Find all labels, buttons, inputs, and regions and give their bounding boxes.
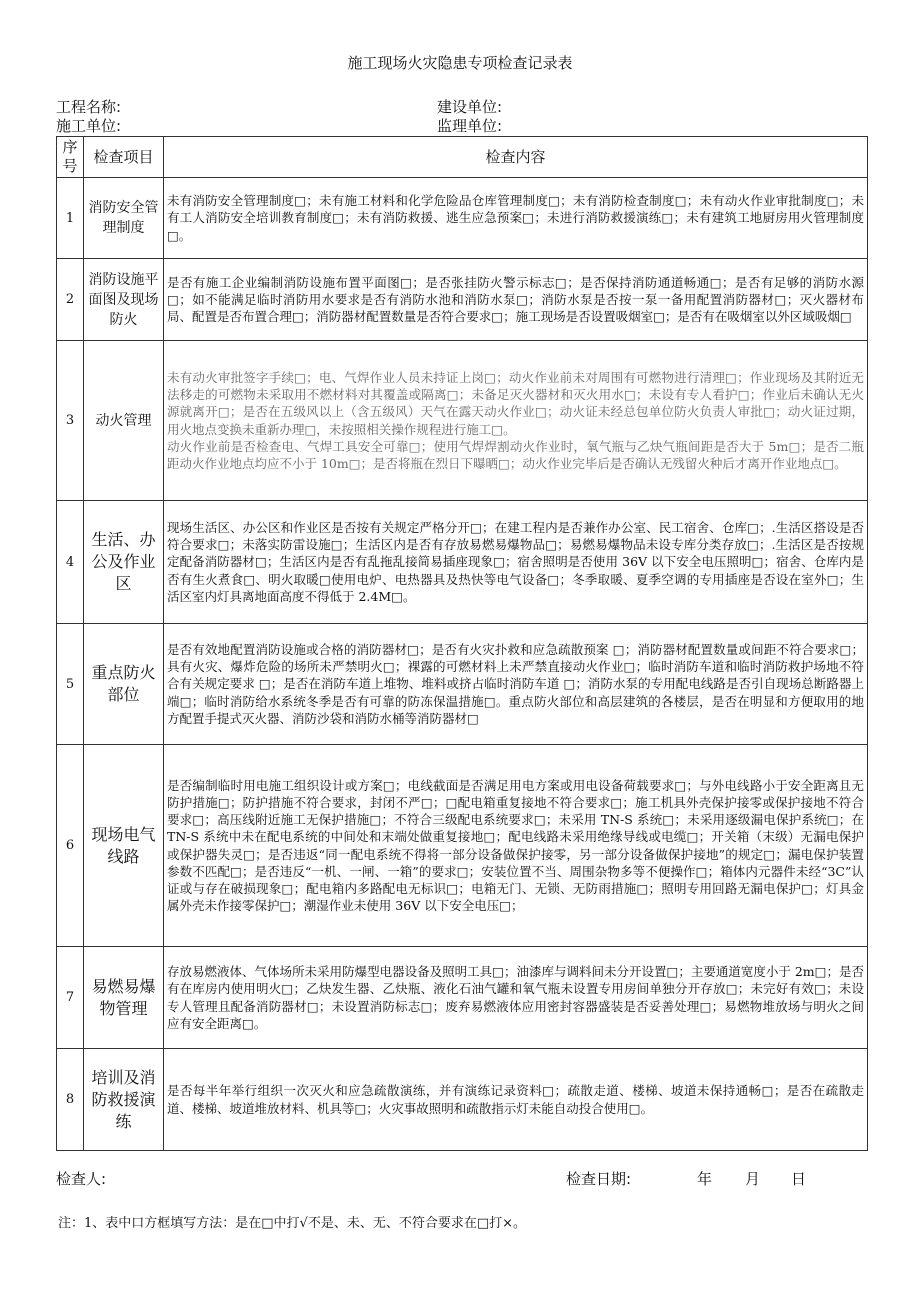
row-content: 是否有效地配置消防设施或合格的消防器材□；是否有火灾扑救和应急疏散预案 □；消防器材配置数量或间距不符合要求□；具有火灾、爆炸危险的场所未严禁明火□；裸露的可燃材料上未严禁直接动火作业□；临时消防车道和临时消防救护场地不符合有关规定要求 □；是否在消防车道上堆物、堆料或挤占临时消防车道 □；消防水泵的专用配电线路是否引自现场总断路器上端□；临时消防给水系统冬季是否有可靠的防冻保温措施□。重点防火部位和高层建筑的各楼层，是否在明显和方便取用的地方配置手提式灭火器、消防沙袋和消防水桶等消防器材□ xyxy=(164,624,868,745)
table-row xyxy=(57,1049,868,1151)
row-content: 存放易燃液体、气体场所未采用防爆型电器设备及照明工具□；油漆库与调料间未分开设置□；主要通道宽度小于 2m□；是否有在库房内使用明火□；乙炔发生器、乙炔瓶、液化石油气罐和氧气瓶未设置专用房间单独分开存放□；未完好有效□；未设专人管理且配备消防器材□；未设置消防标志□；废弃易燃液体应用密封容器盛装是否妥善处理□；易燃物堆放场与明火之间应有安全距离□。 xyxy=(164,947,868,1049)
table-row xyxy=(57,624,868,745)
table-row xyxy=(57,259,868,341)
row-item: 动火管理 xyxy=(84,341,164,501)
row-content: 是否编制临时用电施工组织设计或方案□；电线截面是否满足用电方案或用电设备荷载要求□；与外电线路小于安全距离且无防护措施□；防护措施不符合要求，封闭不严□；□配电箱重复接地不符合要求□；施工机具外壳保护接零或保护接地不符合要求□；高压线附近施工无保护措施□；不符合三级配电系统要求□；未采用 TN-S 系统□；未采用逐级漏电保护系统□；在 TN-S 系统中未在配电系统的中间处和末端处做重复接地□；配电线路未采用绝缘导线或电缆□；开关箱（末级）无漏电保护或保护器失灵□；是否违返“同一配电系统不得将一部分设备做保护接零，另一部分设备做保护接地”的规定□；漏电保护装置参数不匹配□；是否违反“一机、一闸、一箱”的要求□；安装位置不当、周围杂物多等不便操作□；箱体内元器件未经“3C”认证或与存在破损现象□；配电箱内多路配电无标识□；电箱无门、无锁、无防雨措施□；照明专用回路无漏电保护□；灯具金属外壳未作接零保护□；潮湿作业未使用 36V 以下安全电压□； xyxy=(164,745,868,947)
row-content-part: 未有动火审批签字手续□；电、气焊作业人员未持证上岗□；动火作业前未对周围有可燃物进行清理□；作业现场及其附近无法移走的可燃物未采取用不燃材料对其覆盖或隔离□；未备足灭火器材和灭火用水□；未设有专人看护□；作业后未确认无火源就离开□；是否在五级风以上（含五级风）天气在露天动火作业□；动火证未经总包单位防火负责人审批□；动火证过期，用火地点变换未重新办理□，未按照相关操作规程进行施工□。 xyxy=(167,369,864,437)
row-item: 重点防火部位 xyxy=(84,624,164,745)
row-number: 4 xyxy=(57,501,84,624)
row-number: 8 xyxy=(57,1049,84,1151)
contractor-label: 施工单位: xyxy=(56,117,122,135)
row-number: 7 xyxy=(57,947,84,1049)
inspection-date-label: 检查日期: xyxy=(566,1170,632,1188)
row-number: 6 xyxy=(57,745,84,947)
row-content: 未有消防安全管理制度□；未有施工材料和化学危险品仓库管理制度□；未有消防检查制度□；未有动火作业审批制度□；未有工人消防安全培训教育制度□；未有消防救援、逃生应急预案□；未进行消防救援演练□；未有建筑工地厨房用火管理制度□。 xyxy=(164,178,868,259)
row-item: 现场电气线路 xyxy=(84,745,164,947)
supervisor-label: 监理单位: xyxy=(437,117,503,135)
row-number: 5 xyxy=(57,624,84,745)
table-row xyxy=(57,501,868,624)
row-item: 生活、办公及作业区 xyxy=(84,501,164,624)
page-title: 施工现场火灾隐患专项检查记录表 xyxy=(347,54,573,72)
column-header-no: 序号 xyxy=(57,137,84,178)
row-content xyxy=(164,341,868,501)
row-item: 消防设施平面图及现场防火 xyxy=(84,259,164,341)
row-number: 1 xyxy=(57,178,84,259)
row-content: 是否每半年举行组织一次灭火和应急疏散演练，并有演练记录资料□；疏散走道、楼梯、坡道未保持通畅□；是否在疏散走道、楼梯、坡道堆放材料、机具等□；火灾事故照明和疏散指示灯未能自动投合使用□。 xyxy=(164,1049,868,1151)
year-label: 年 xyxy=(697,1170,713,1188)
row-content: 是否有施工企业编制消防设施布置平面图□；是否张挂防火警示标志□；是否保持消防通道畅通□；是否有足够的消防水源□；如不能满足临时消防用水要求是否有消防水池和消防水泵□；消防水泵是否按一泵一备用配置消防器材□；灭火器材布局、配置是否布置合理□；消防器材配置数量是否符合要求□；施工现场是否设置吸烟室□；是否有在吸烟室以外区域吸烟□ xyxy=(164,259,868,341)
row-content: 现场生活区、办公区和作业区是否按有关规定严格分开□；在建工程内是否兼作办公室、民工宿舍、仓库□；.生活区搭设是否符合要求□；未落实防雷设施□；生活区内是否有存放易燃易爆物品□；易燃易爆物品未设专库分类存放□；.生活区是否按规定配备消防器材□；生活区内是否有乱拖乱接简易插座现象□；宿舍照明是否使用 36V 以下安全电压照明□；宿舍、仓库内是否有生火煮食□、明火取暖□使用电炉、电热器具及热快等电气设备□；冬季取暖、夏季空调的专用插座是否设在室外□；生活区室内灯具离地面高度不得低于 2.4M□。 xyxy=(164,501,868,624)
table-row xyxy=(57,341,868,501)
inspection-table xyxy=(56,136,868,1151)
month-label: 月 xyxy=(745,1170,761,1188)
table-row xyxy=(57,947,868,1049)
table-row xyxy=(57,178,868,259)
day-label: 日 xyxy=(791,1170,807,1188)
row-item: 易燃易爆物管理 xyxy=(84,947,164,1049)
row-number: 2 xyxy=(57,259,84,341)
row-number: 3 xyxy=(57,341,84,501)
footnote: 注：1、表中口方框填写方法：是在□中打√不是、未、无、不符合要求在□打×。 xyxy=(58,1216,527,1231)
table-row xyxy=(57,745,868,947)
builder-label: 建设单位: xyxy=(437,98,503,116)
column-header-item: 检查项目 xyxy=(84,137,164,178)
row-item: 消防安全管理制度 xyxy=(84,178,164,259)
row-item: 培训及消防救援演练 xyxy=(84,1049,164,1151)
inspector-label: 检查人: xyxy=(56,1170,107,1188)
project-name-label: 工程名称: xyxy=(56,98,122,116)
row-content-part: 动火作业前是否检查电、气焊工具安全可靠□；使用气焊焊割动火作业时，氧气瓶与乙炔气瓶间距是否大于 5m□；是否二瓶距动火作业地点均应不小于 10m□；是否将瓶在烈日下曝晒□；动火作业完毕后是否确认无残留火种后才离开作业地点□。 xyxy=(167,438,864,471)
column-header-content: 检查内容 xyxy=(164,137,868,178)
table-header-row xyxy=(57,137,868,178)
